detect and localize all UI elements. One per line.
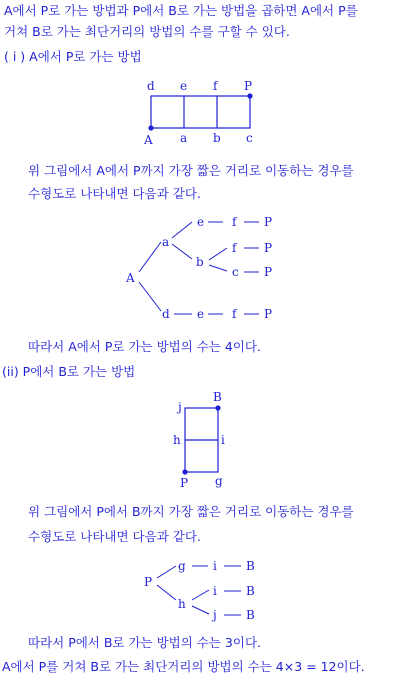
tree-node-d: d <box>162 307 170 321</box>
tree-node-f: f <box>232 215 237 229</box>
tree-branch <box>209 265 227 271</box>
tree-node-b: B <box>246 608 255 622</box>
part2-result: 따라서 P에서 B로 가는 방법의 수는 3이다. <box>28 635 262 650</box>
label-i: i <box>221 433 225 447</box>
tree-node-b: b <box>196 255 204 269</box>
grid-outline <box>151 96 250 128</box>
label-g: g <box>215 474 223 488</box>
tree-branch <box>157 585 176 600</box>
label-b: b <box>213 131 221 145</box>
tree-diagram-a-to-p <box>120 208 290 328</box>
tree-node-b: B <box>246 584 255 598</box>
tree-node-g: g <box>178 559 186 573</box>
point-p <box>182 469 187 474</box>
label-p: P <box>180 476 189 490</box>
tree-node-p: P <box>264 307 273 321</box>
intro-line-2: 거쳐 B로 가는 최단거리의 방법의 수를 구할 수 있다. <box>4 24 290 39</box>
tree-branch <box>209 248 227 260</box>
tree-branch <box>192 606 209 614</box>
part2-heading: (ii) P에서 B로 가는 방법 <box>2 364 136 379</box>
tree-node-a: a <box>162 235 170 249</box>
tree-node-j: j <box>213 608 217 622</box>
label-e: e <box>180 79 188 93</box>
tree-node-e: e <box>197 215 205 229</box>
tree-diagram-p-to-b <box>140 556 270 626</box>
point-p <box>247 93 252 98</box>
tree-node-f: f <box>232 307 237 321</box>
tree-node-c: c <box>232 265 239 279</box>
tree-node-p: P <box>264 215 273 229</box>
label-p: P <box>244 79 253 93</box>
tree-node-f: f <box>232 241 237 255</box>
tree-branch <box>172 244 192 259</box>
tree-node-i: i <box>213 584 217 598</box>
point-b <box>215 405 220 410</box>
tree-branch <box>172 222 192 238</box>
tree-branch <box>139 242 161 272</box>
label-f: f <box>213 79 218 93</box>
grid-diagram-a-to-p <box>140 78 270 150</box>
label-c: c <box>246 131 253 145</box>
tree-node-h: h <box>178 597 186 611</box>
label-d: d <box>147 79 155 93</box>
grid-diagram-p-to-b <box>168 388 238 490</box>
part2-desc-2: 수형도로 나타내면 다음과 같다. <box>28 529 201 544</box>
tree-branch <box>192 590 209 600</box>
tree-node-i: i <box>213 559 217 573</box>
label-a-point: A <box>144 133 153 147</box>
part1-result: 따라서 A에서 P로 가는 방법의 수는 4이다. <box>28 339 261 354</box>
tree-node-a-root: A <box>126 271 135 285</box>
tree-node-e: e <box>197 307 205 321</box>
point-a <box>148 125 153 130</box>
tree-branch <box>157 566 176 578</box>
label-a: a <box>180 131 188 145</box>
label-j: j <box>178 400 182 414</box>
part2-desc-1: 위 그림에서 P에서 B까지 가장 짧은 거리로 이동하는 경우를 <box>28 504 354 519</box>
conclusion: A에서 P를 거쳐 B로 가는 최단거리의 방법의 수는 4×3 = 12이다. <box>2 659 365 674</box>
label-h: h <box>173 433 181 447</box>
tree-node-p-root: P <box>144 575 153 589</box>
tree-branch <box>139 282 161 311</box>
part1-heading: ( i ) A에서 P로 가는 방법 <box>4 49 142 64</box>
tree-node-p: P <box>264 265 273 279</box>
tree-node-p: P <box>264 241 273 255</box>
part1-desc-2: 수형도로 나타내면 다음과 같다. <box>28 186 201 201</box>
part1-desc-1: 위 그림에서 A에서 P까지 가장 짧은 거리로 이동하는 경우를 <box>28 163 354 178</box>
tree-node-b: B <box>246 559 255 573</box>
label-b: B <box>213 390 222 404</box>
intro-line-1: A에서 P로 가는 방법과 P에서 B로 가는 방법을 곱하면 A에서 P를 <box>4 3 358 18</box>
